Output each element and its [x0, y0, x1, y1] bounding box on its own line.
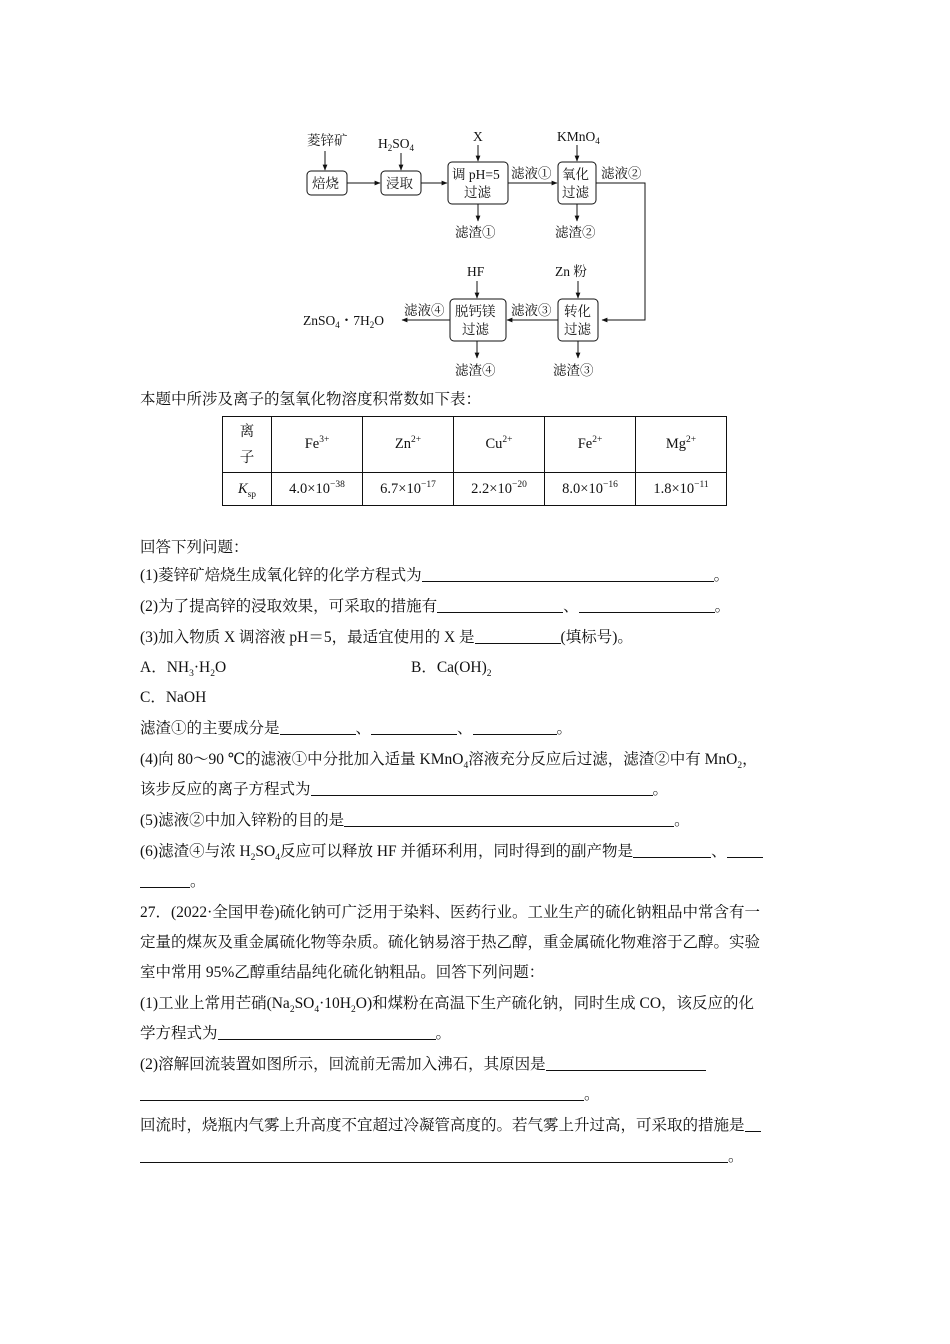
answer-blank[interactable]: [140, 1147, 728, 1163]
answer-blank[interactable]: [280, 719, 356, 735]
svg-text:过滤: 过滤: [562, 185, 589, 200]
residue-1-label: 滤渣①: [455, 225, 496, 240]
ksp-header-cell: $K_{sp}$: [223, 473, 272, 506]
svg-text:焙烧: 焙烧: [312, 176, 339, 191]
answer-blank[interactable]: [311, 780, 653, 796]
question-3: (3)加入物质 X 调溶液 pH＝5，最适宜使用的 X 是 (填标号)。: [140, 629, 633, 646]
question-6: (6)滤渣④与浓 $H_2SO_4$反应可以释放 HF 并循环利用，同时得到的副产物是 、: [140, 841, 763, 863]
question-4-cont: 该步反应的离子方程式为 。: [140, 781, 669, 798]
x-reagent-label: X: [473, 129, 483, 144]
question-4: (4)向 80～90 ℃的滤液①中分批加入适量 KMnO$_4$溶液充分反应后过滤，滤渣②中有 MnO$_2$，: [140, 751, 758, 772]
filtrate-2-label: 滤液②: [601, 166, 642, 181]
ksp-value-cell: $1.8\times 10^{-11}$: [636, 473, 727, 506]
option-a: A．$NH_3\cdot H_2O$: [140, 659, 227, 680]
answer-blank[interactable]: [218, 1024, 436, 1040]
question-6-cont: 。: [140, 871, 206, 893]
answer-blank[interactable]: [546, 1055, 706, 1071]
problem-27-q2-cont-blank-line: 。: [140, 1146, 744, 1168]
svg-text:过滤: 过滤: [462, 322, 489, 337]
problem-27-q1: (1)工业上常用芒硝$(Na_2SO_4\cdot 10H_2O)$和煤粉在高温下生产硫化钠，同时生成 CO，该反应的化: [140, 995, 755, 1016]
problem-27-q2-cont: 回流时，烧瓶内气雾上升高度不宜超过冷凝管高度的。若气雾上升过高，可采取的措施是: [140, 1115, 761, 1137]
ksp-table: [222, 416, 727, 506]
answer-blank[interactable]: [745, 1116, 761, 1132]
option-c: C．NaOH: [140, 689, 207, 706]
problem-27-q2: (2)溶解回流装置如图所示，回流前无需加入沸石，其原因是: [140, 1054, 706, 1076]
svg-text:转化: 转化: [564, 304, 591, 319]
answer-blank[interactable]: [422, 566, 714, 582]
svg-text:调 pH=5: 调 pH=5: [452, 167, 500, 182]
ion-cell: $Mg^{2+}$: [636, 417, 727, 473]
option-b: B．$Ca(OH)_2$: [411, 659, 492, 680]
raw-material-label: 菱锌矿: [307, 133, 348, 148]
product-label: ZnSO$_4$・$7H_2O$: [303, 313, 385, 330]
problem-27-line-1: 27．(2022·全国甲卷)硫化钠可广泛用于染料、医药行业。工业生产的硫化钠粗品中常含有一: [140, 904, 760, 921]
ksp-value-cell: $8.0\times 10^{-16}$: [545, 473, 636, 506]
questions-intro: 回答下列问题：: [140, 539, 249, 556]
zn-powder-label: Zn 粉: [555, 264, 587, 279]
ion-cell: $Fe^{2+}$: [545, 417, 636, 473]
answer-blank[interactable]: [437, 597, 563, 613]
residue-question: 滤渣①的主要成分是 、 、 。: [140, 720, 573, 737]
ion-cell: $Zn^{2+}$: [363, 417, 454, 473]
question-2: (2)为了提高锌的浸取效果，可采取的措施有 、 。: [140, 598, 731, 615]
problem-27-q1-cont: 学方程式为 。: [140, 1025, 452, 1042]
kmno4-label: KMnO$_4$: [557, 129, 600, 146]
hf-label: HF: [467, 264, 485, 279]
ksp-value-cell: $2.2\times 10^{-20}$: [454, 473, 545, 506]
process-flowchart: [295, 120, 655, 382]
svg-text:氧化: 氧化: [562, 167, 589, 182]
problem-27-line-2: 定量的煤灰及重金属硫化物等杂质。硫化钠易溶于热乙醇，重金属硫化物难溶于乙醇。实验: [140, 934, 761, 951]
ion-cell: $Cu^{2+}$: [454, 417, 545, 473]
answer-blank[interactable]: [727, 842, 763, 858]
svg-text:浸取: 浸取: [386, 176, 413, 191]
answer-blank[interactable]: [473, 719, 557, 735]
question-5: (5)滤液②中加入锌粉的目的是 。: [140, 812, 690, 829]
h2so4-label: $H_2SO_4$: [378, 136, 415, 153]
residue-3-label: 滤渣③: [553, 363, 594, 378]
residue-2-label: 滤渣②: [555, 225, 596, 240]
answer-blank[interactable]: [475, 628, 561, 644]
answer-blank[interactable]: [140, 1085, 584, 1101]
problem-27-q2-blank-line: 。: [140, 1084, 600, 1106]
filtrate-1-label: 滤液①: [511, 166, 552, 181]
ksp-value-cell: $6.7\times 10^{-17}$: [363, 473, 454, 506]
filtrate-4-label: 滤液④: [404, 303, 445, 318]
filtrate-3-label: 滤液③: [511, 303, 552, 318]
question-1: (1)菱锌矿焙烧生成氧化锌的化学方程式为 。: [140, 567, 730, 584]
ion-header-cell: 离 子: [223, 417, 272, 473]
answer-blank[interactable]: [344, 811, 674, 827]
ksp-value-cell: $4.0\times 10^{-38}$: [272, 473, 363, 506]
svg-text:过滤: 过滤: [564, 322, 591, 337]
residue-4-label: 滤渣④: [455, 363, 496, 378]
svg-text:过滤: 过滤: [464, 185, 491, 200]
svg-text:脱钙镁: 脱钙镁: [455, 304, 496, 319]
answer-blank[interactable]: [371, 719, 457, 735]
answer-blank[interactable]: [579, 597, 715, 613]
table-intro: 本题中所涉及离子的氢氧化物溶度积常数如下表：: [140, 391, 482, 408]
problem-27-line-3: 室中常用 95%乙醇重结晶纯化硫化钠粗品。回答下列问题：: [140, 964, 545, 981]
answer-blank[interactable]: [633, 842, 711, 858]
answer-blank[interactable]: [140, 872, 190, 888]
ion-cell: $Fe^{3+}$: [272, 417, 363, 473]
